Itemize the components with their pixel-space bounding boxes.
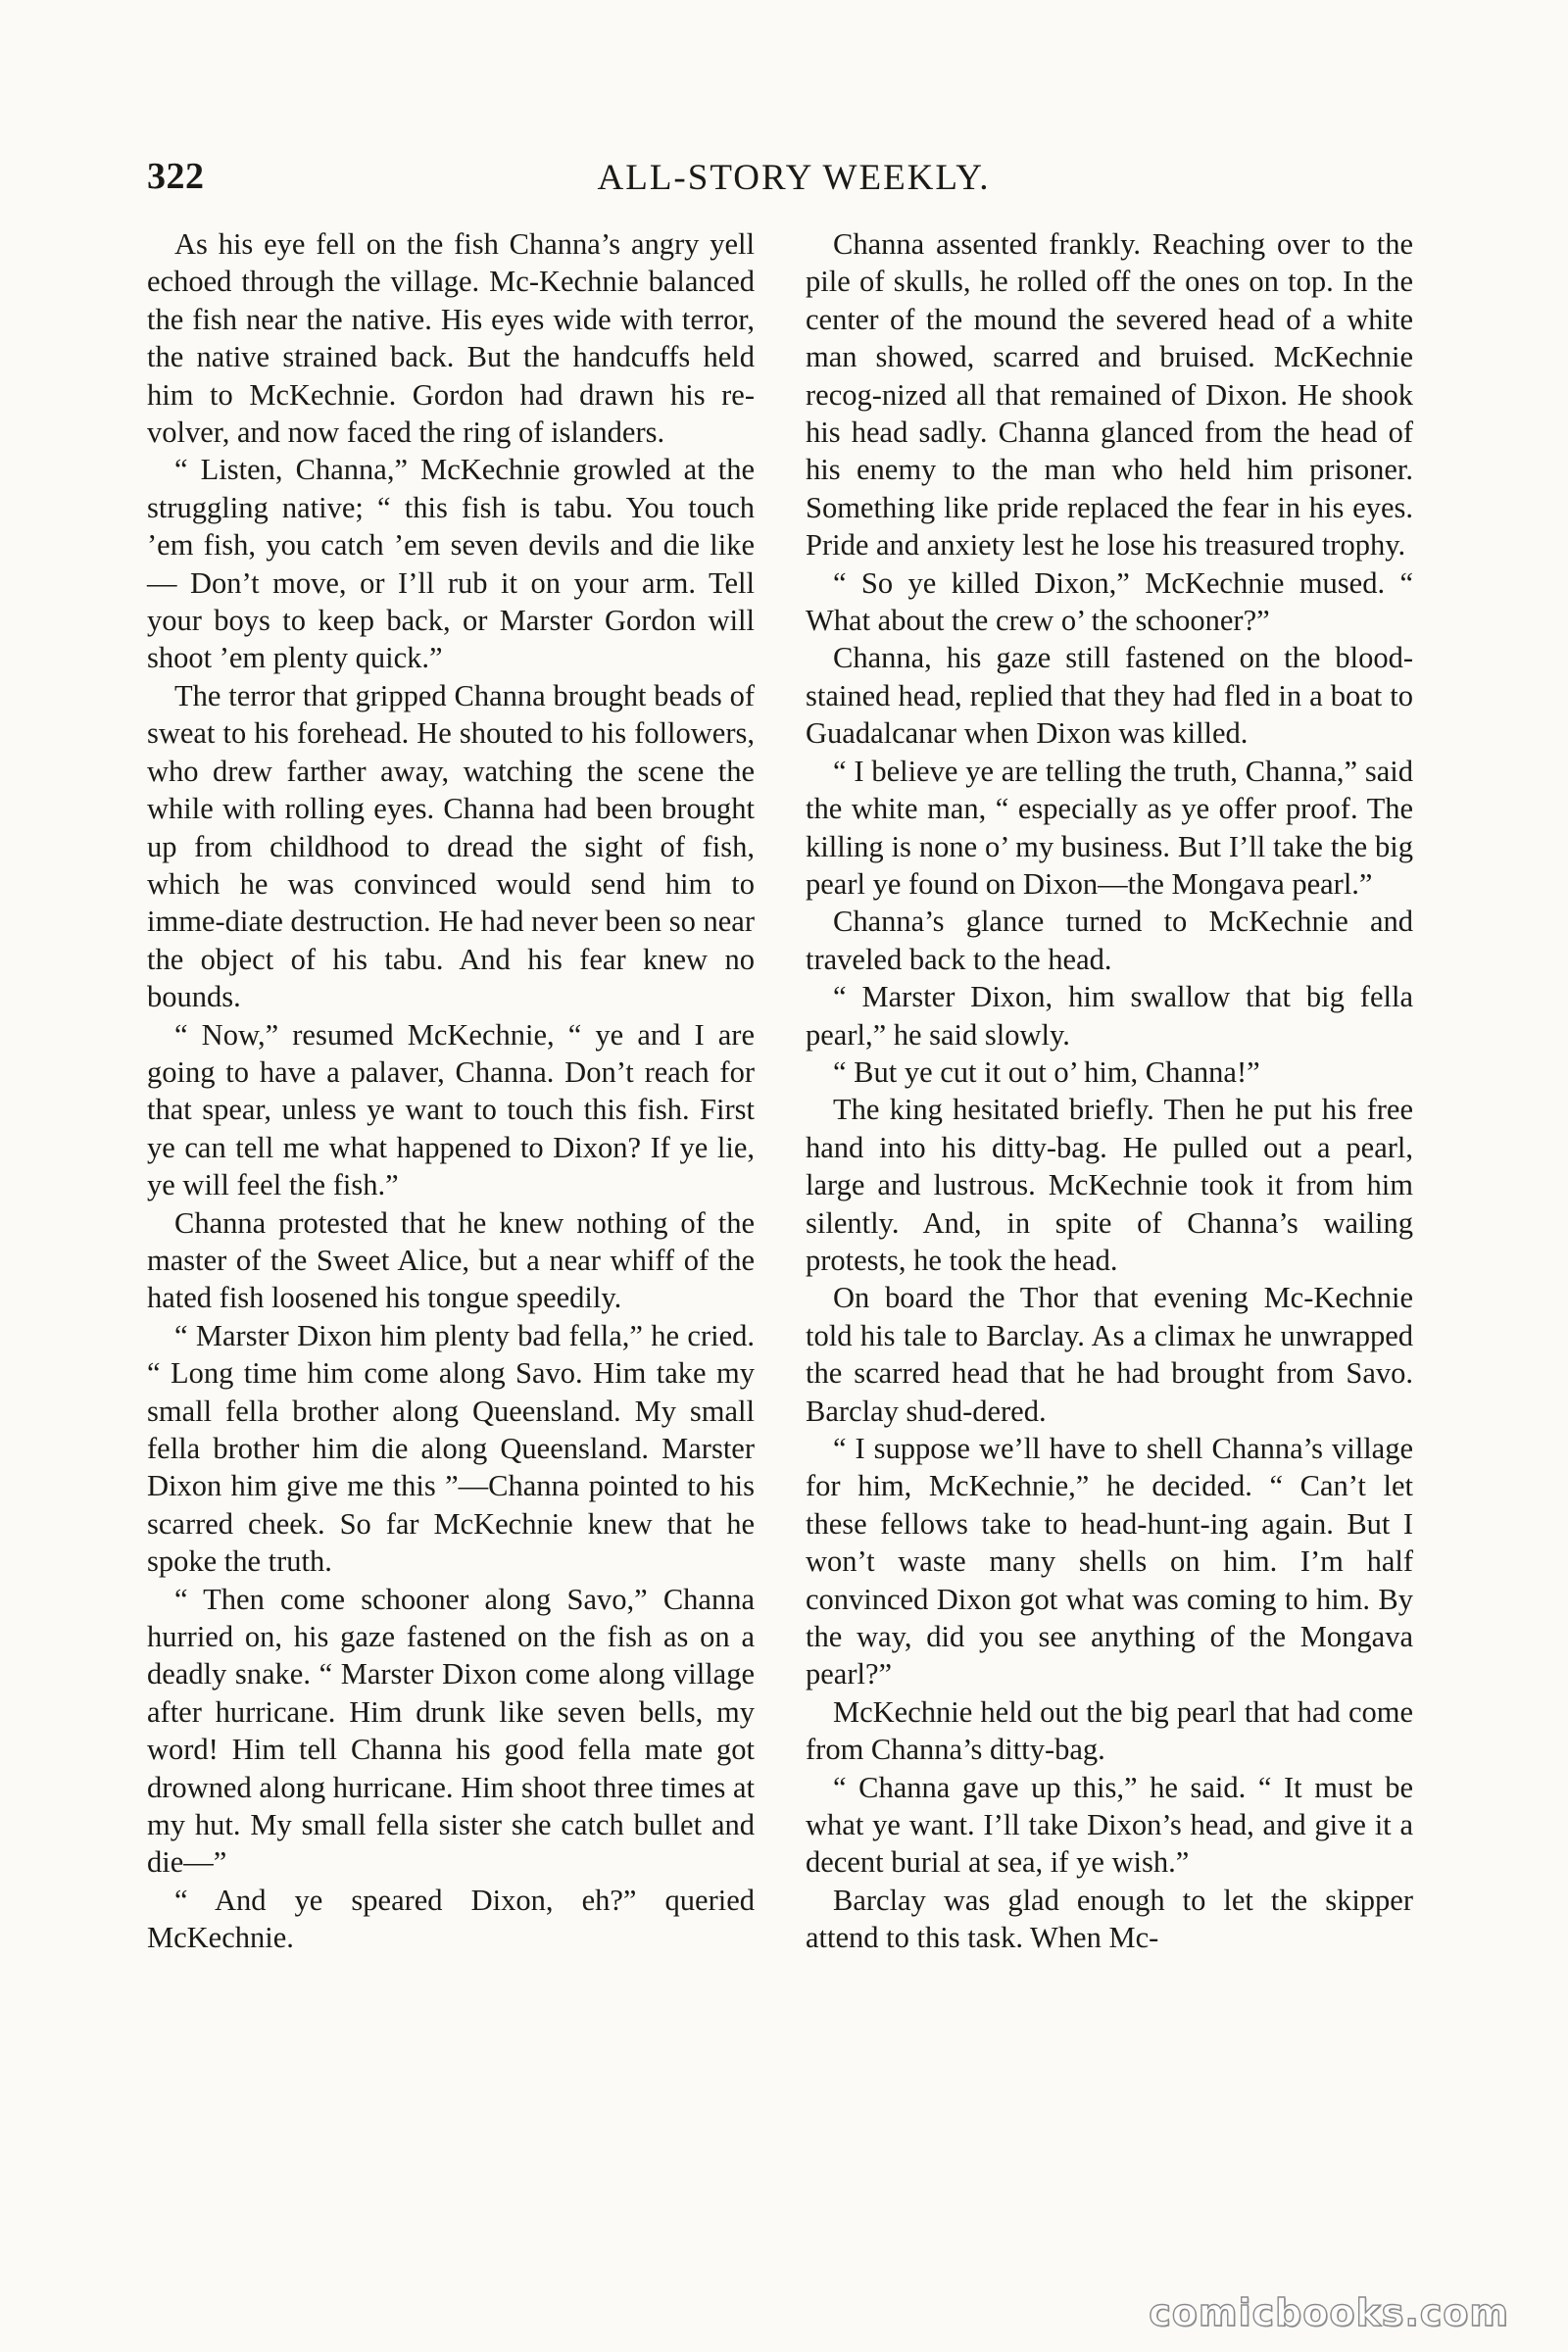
paragraph: Channa assented frankly. Reaching over to the pile of skulls, he rolled off the ones on top. In the center of the mound the severed head of a white man showed, scarred and bruised. McKechnie recog-nized all that remained of Dixon. He shook his head sadly. Channa glanced from the head of his enemy to the man who held him prisoner. Something like pride replaced the fear in his eyes. Pride and anxiety lest he lose his treasured trophy. <box>806 227 1413 563</box>
paragraph: “ So ye killed Dixon,” McKechnie mused. “ What about the crew o’ the schooner?” <box>806 565 1413 638</box>
right-column <box>806 225 1413 1957</box>
page-number: 322 <box>147 156 205 197</box>
paragraph: McKechnie held out the big pearl that had come from Channa’s ditty-bag. <box>806 1694 1413 1767</box>
paragraph: “ Listen, Channa,” McKechnie growled at the struggling native; “ this fish is tabu. You touch ’em fish, you catch ’em seven devils and die like— Don’t move, or I’ll rub it on your arm. Tell your boys to keep back, or Marster Gordon will shoot ’em plenty quick.” <box>147 453 755 675</box>
paragraph: “ I believe ye are telling the truth, Channa,” said the white man, “ especially as ye offer proof. The killing is none o’ my business. But I’ll take the big pearl ye found on Dixon—the Mongava pearl.” <box>806 754 1413 901</box>
left-column <box>147 225 755 1957</box>
watermark-logo: comicbooks.com <box>1149 2291 1509 2334</box>
paragraph: “ But ye cut it out o’ him, Channa!” <box>833 1054 1260 1089</box>
paragraph: On board the Thor that evening Mc-Kechnie told his tale to Barclay. As a climax he unwrapped the scarred head that he had brought from Savo. Barclay shud-dered. <box>806 1281 1413 1428</box>
paragraph: Channa’s glance turned to McKechnie and traveled back to the head. <box>806 905 1413 976</box>
paragraph: As his eye fell on the fish Channa’s angry yell echoed through the village. Mc-Kechnie balanced the fish near the native. His eyes wide with terror, the native strained back. But the handcuffs held him to McKechnie. Gordon had drawn his re-volver, and now faced the ring of islanders. <box>147 227 755 450</box>
paragraph: The terror that gripped Channa brought beads of sweat to his forehead. He shouted to his followers, who drew farther away, watching the scene the while with rolling eyes. Channa had been brought up from childhood to dread the sight of fish, which he was convinced would send him to imme-diate destruction. He had never been so near the object of his tabu. And his fear knew no bounds. <box>147 678 755 1014</box>
paragraph: Barclay was glad enough to let the skipper attend to this task. When Mc- <box>806 1883 1413 1955</box>
paragraph: “ Now,” resumed McKechnie, “ ye and I are going to have a palaver, Channa. Don’t reach for that spear, unless ye want to touch this fish. First ye can tell me what happened to Dixon? If ye lie, ye will feel the fish.” <box>147 1017 755 1202</box>
running-title: ALL-STORY WEEKLY. <box>597 158 991 198</box>
paragraph: “ Then come schooner along Savo,” Channa hurried on, his gaze fastened on the fish as on a deadly snake. “ Marster Dixon come along village after hurricane. Him drunk like seven bells, my word! Him tell Channa his good fella mate got drowned along hurricane. Him shoot three times at my hut. My small fella sister she catch bullet and die—” <box>147 1582 755 1880</box>
paragraph: “ Marster Dixon, him swallow that big fella pearl,” he said slowly. <box>806 980 1413 1052</box>
paragraph: Channa, his gaze still fastened on the blood-stained head, replied that they had fled in a boat to Guadalcanar when Dixon was killed. <box>806 641 1413 751</box>
paragraph: “ Channa gave up this,” he said. “ It must be what ye want. I’ll take Dixon’s head, and give it a decent burial at sea, if ye wish.” <box>806 1770 1413 1880</box>
paragraph: Channa protested that he knew nothing of the master of the Sweet Alice, but a near whiff of the hated fish loosened his tongue speedily. <box>147 1205 755 1315</box>
paragraph: “ I suppose we’ll have to shell Channa’s village for him, McKechnie,” he decided. “ Can’t let these fellows take to head-hunt-ing again. But I won’t waste many shells on him. I’m half convinced Dixon got what was coming to him. By the way, did you see anything of the Mongava pearl?” <box>806 1432 1413 1691</box>
paragraph: “ Marster Dixon him plenty bad fella,” he cried. “ Long time him come along Savo. Him take my small fella brother along Queensland. My small fella brother him die along Queensland. Marster Dixon him give me this ”—Channa pointed to his scarred cheek. So far McKechnie knew that he spoke the truth. <box>147 1318 755 1579</box>
page-header <box>147 155 1441 204</box>
paragraph: “ And ye speared Dixon, eh?” queried McKechnie. <box>147 1883 755 1955</box>
paragraph: The king hesitated briefly. Then he put his free hand into his ditty-bag. He pulled out a pearl, large and lustrous. McKechnie took it from him silently. And, in spite of Channa’s wailing protests, he took the head. <box>806 1093 1413 1277</box>
